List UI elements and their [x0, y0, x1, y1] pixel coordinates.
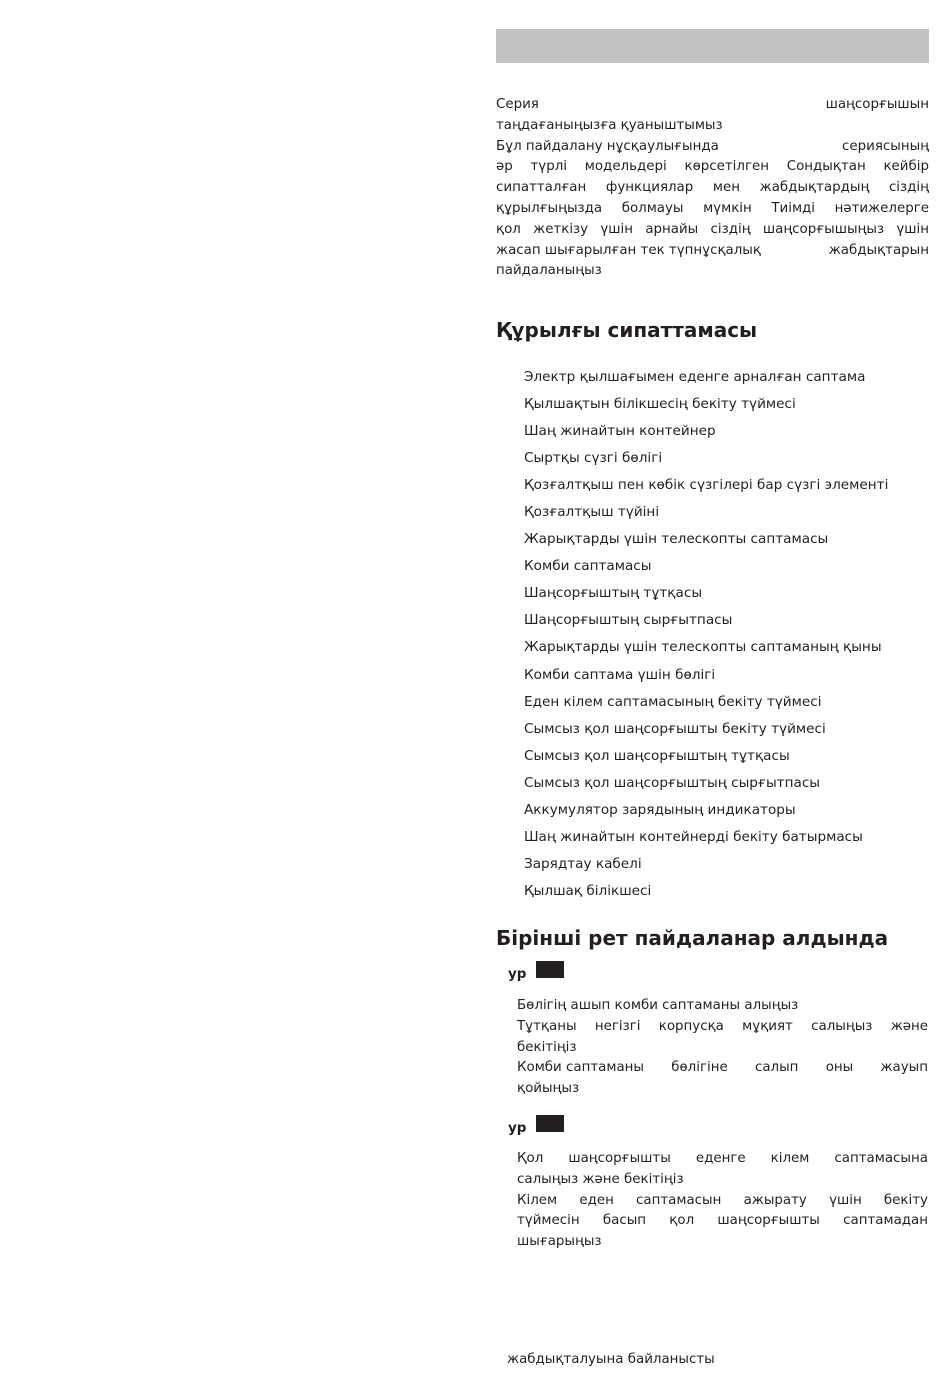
intro-paragraph — [496, 95, 929, 282]
parts-list-item: Шаң жинайтын контейнер — [524, 423, 716, 440]
parts-list-item: Шаңсорғыштың сырғытпасы — [524, 612, 733, 629]
text-segment: сипатталған — [496, 180, 587, 196]
text-segment: құрылғыңызда — [496, 200, 603, 216]
text-segment: бекітіңіз — [517, 1039, 577, 1055]
parts-list-item: Сымсыз қол шаңсорғышты бекіту түймесі — [524, 720, 826, 737]
text-segment: болмауы — [621, 200, 684, 216]
text-segment: бекіту — [883, 1192, 928, 1208]
text-line — [496, 178, 929, 199]
text-line — [496, 137, 929, 158]
text-segment: шаңсорғышыңыз — [762, 221, 885, 237]
text-segment: салып — [754, 1060, 799, 1076]
text-segment: қол — [669, 1213, 695, 1229]
step-2-marker — [536, 1115, 564, 1132]
text-segment: саптамасын — [636, 1192, 722, 1208]
step-1-text — [517, 996, 928, 1100]
text-segment: басып — [602, 1213, 647, 1229]
text-line — [496, 95, 929, 116]
text-segment: жабдықтардың — [759, 180, 870, 196]
text-segment: Бөлігің ашып комби саптаманы алыңыз — [517, 998, 799, 1013]
step-2-label — [508, 1119, 564, 1136]
text-segment: үшін — [600, 221, 634, 237]
text-segment: Қол — [517, 1151, 544, 1166]
footer-note: жабдықталуына байланысты — [507, 1352, 715, 1367]
text-line — [517, 1017, 928, 1038]
text-segment: жасап шығарылған тек түпнұсқалық — [496, 242, 761, 258]
text-line — [517, 996, 928, 1017]
text-line — [517, 1058, 928, 1079]
text-segment: еден — [579, 1192, 614, 1208]
text-segment: бөлігіне — [671, 1060, 728, 1076]
text-line — [496, 116, 929, 137]
parts-list-item: Сымсыз қол шаңсорғыштың тұтқасы — [524, 747, 790, 764]
step-2-text — [517, 1149, 928, 1253]
text-line — [517, 1149, 928, 1170]
parts-list-item: Қылшақтын білікшесің бекіту түймесі — [524, 396, 796, 413]
text-line — [496, 157, 929, 178]
text-segment: корпусқа — [658, 1018, 724, 1034]
step-1-label-text: ур — [508, 965, 527, 982]
text-segment: және — [890, 1018, 928, 1034]
text-segment: жауып — [880, 1060, 928, 1076]
text-line — [517, 1191, 928, 1212]
text-segment: Сондықтан — [786, 159, 866, 175]
text-segment: нәтижелерге — [834, 200, 929, 216]
text-segment: арнайы — [645, 221, 699, 237]
parts-list-item: Аккумулятор зарядының индикаторы — [524, 801, 796, 818]
text-segment: сіздің — [710, 221, 751, 237]
text-segment: саптамадан — [843, 1213, 928, 1229]
text-line — [517, 1232, 928, 1253]
parts-list-item: Шаң жинайтын контейнерді бекіту батырмасы — [524, 828, 863, 845]
text-segment: үшін — [829, 1192, 862, 1208]
text-line — [517, 1170, 928, 1191]
step-1-label — [508, 965, 564, 982]
text-segment: шығарыңыз — [517, 1234, 602, 1250]
text-line — [496, 220, 929, 241]
text-segment: салыңыз және бекітіңіз — [517, 1171, 684, 1187]
section-heading-device-description: Құрылғы сипаттамасы — [496, 318, 758, 342]
text-segment: қойыңыз — [517, 1081, 580, 1097]
text-segment: Бұл пайдалану нұсқаулығында — [496, 138, 719, 154]
text-segment: Кілем — [517, 1192, 558, 1208]
parts-list-item: Еден кілем саптамасының бекіту түймесі — [524, 693, 822, 710]
text-segment: еденге — [695, 1151, 746, 1166]
text-segment: жабдықтарын — [828, 242, 929, 258]
text-segment: көрсетілген — [684, 159, 769, 175]
text-segment: Тиімді — [771, 200, 816, 216]
text-segment: сіздің — [888, 180, 929, 196]
parts-list-item: Зарядтау кабелі — [524, 855, 642, 872]
parts-list-item: Қозғалтқыш пен көбік сүзгілері бар сүзгі элементі — [524, 477, 889, 494]
text-segment: түрлі — [530, 159, 568, 175]
text-line — [496, 241, 929, 262]
parts-list-item: Жарықтарды үшін телескопты саптамасы — [524, 531, 829, 548]
parts-list-item: Комби саптамасы — [524, 558, 652, 575]
text-segment: функциялар — [605, 180, 694, 196]
header-bar — [496, 29, 929, 63]
parts-list-item: Қылшақ білікшесі — [524, 882, 652, 899]
text-segment: Тұтқаны — [517, 1018, 577, 1034]
text-segment: кілем — [770, 1151, 810, 1166]
step-2-label-text: ур — [508, 1119, 527, 1136]
section-heading-first-use: Бірінші рет пайдаланар алдында — [496, 926, 889, 950]
parts-list-item: Комби саптама үшін бөлігі — [524, 666, 716, 683]
parts-list-item: Жарықтарды үшін телескопты саптаманың қыны — [524, 639, 882, 656]
text-segment: салыңыз — [811, 1018, 873, 1034]
text-line — [517, 1211, 928, 1232]
text-segment: саптамасына — [834, 1151, 928, 1166]
text-line — [496, 261, 929, 282]
parts-list-item: Қозғалтқыш түйіні — [524, 504, 660, 521]
text-segment: модельдері — [584, 159, 667, 175]
text-segment: үшін — [896, 221, 929, 237]
text-segment: мұқият — [742, 1018, 793, 1034]
parts-list-item: Электр қылшағымен еденге арналған саптама — [524, 369, 866, 385]
text-segment: әр — [496, 159, 513, 175]
text-segment: шаңсорғышты — [568, 1151, 671, 1166]
text-segment: қол — [496, 221, 521, 237]
text-segment: пайдаланыңыз — [496, 263, 602, 279]
text-segment: шаңсорғышын — [825, 97, 929, 112]
text-segment: Серия — [496, 97, 539, 112]
parts-list-item: Шаңсорғыштың тұтқасы — [524, 585, 703, 602]
text-segment: сериясының — [842, 138, 929, 154]
parts-list — [524, 367, 924, 908]
parts-list-item: Сымсыз қол шаңсорғыштың сырғытпасы — [524, 774, 821, 791]
text-segment: Комби саптаманы — [517, 1060, 644, 1076]
text-segment: шаңсорғышты — [717, 1213, 820, 1229]
parts-list-item: Сыртқы сүзгі бөлігі — [524, 450, 663, 467]
step-1-marker — [536, 961, 564, 978]
text-segment: негізгі — [594, 1018, 641, 1034]
text-segment: мүмкін — [703, 200, 752, 216]
text-line — [517, 1038, 928, 1059]
text-segment: мен — [712, 180, 741, 196]
text-segment: таңдағаныңызға қуаныштымыз — [496, 117, 723, 133]
text-segment: кейбір — [883, 159, 929, 175]
text-segment: жеткізу — [533, 221, 589, 237]
text-segment: оны — [825, 1060, 854, 1076]
text-segment: ажырату — [743, 1192, 807, 1208]
text-line — [517, 1079, 928, 1100]
text-line — [496, 199, 929, 220]
text-segment: түймесін — [517, 1213, 580, 1229]
